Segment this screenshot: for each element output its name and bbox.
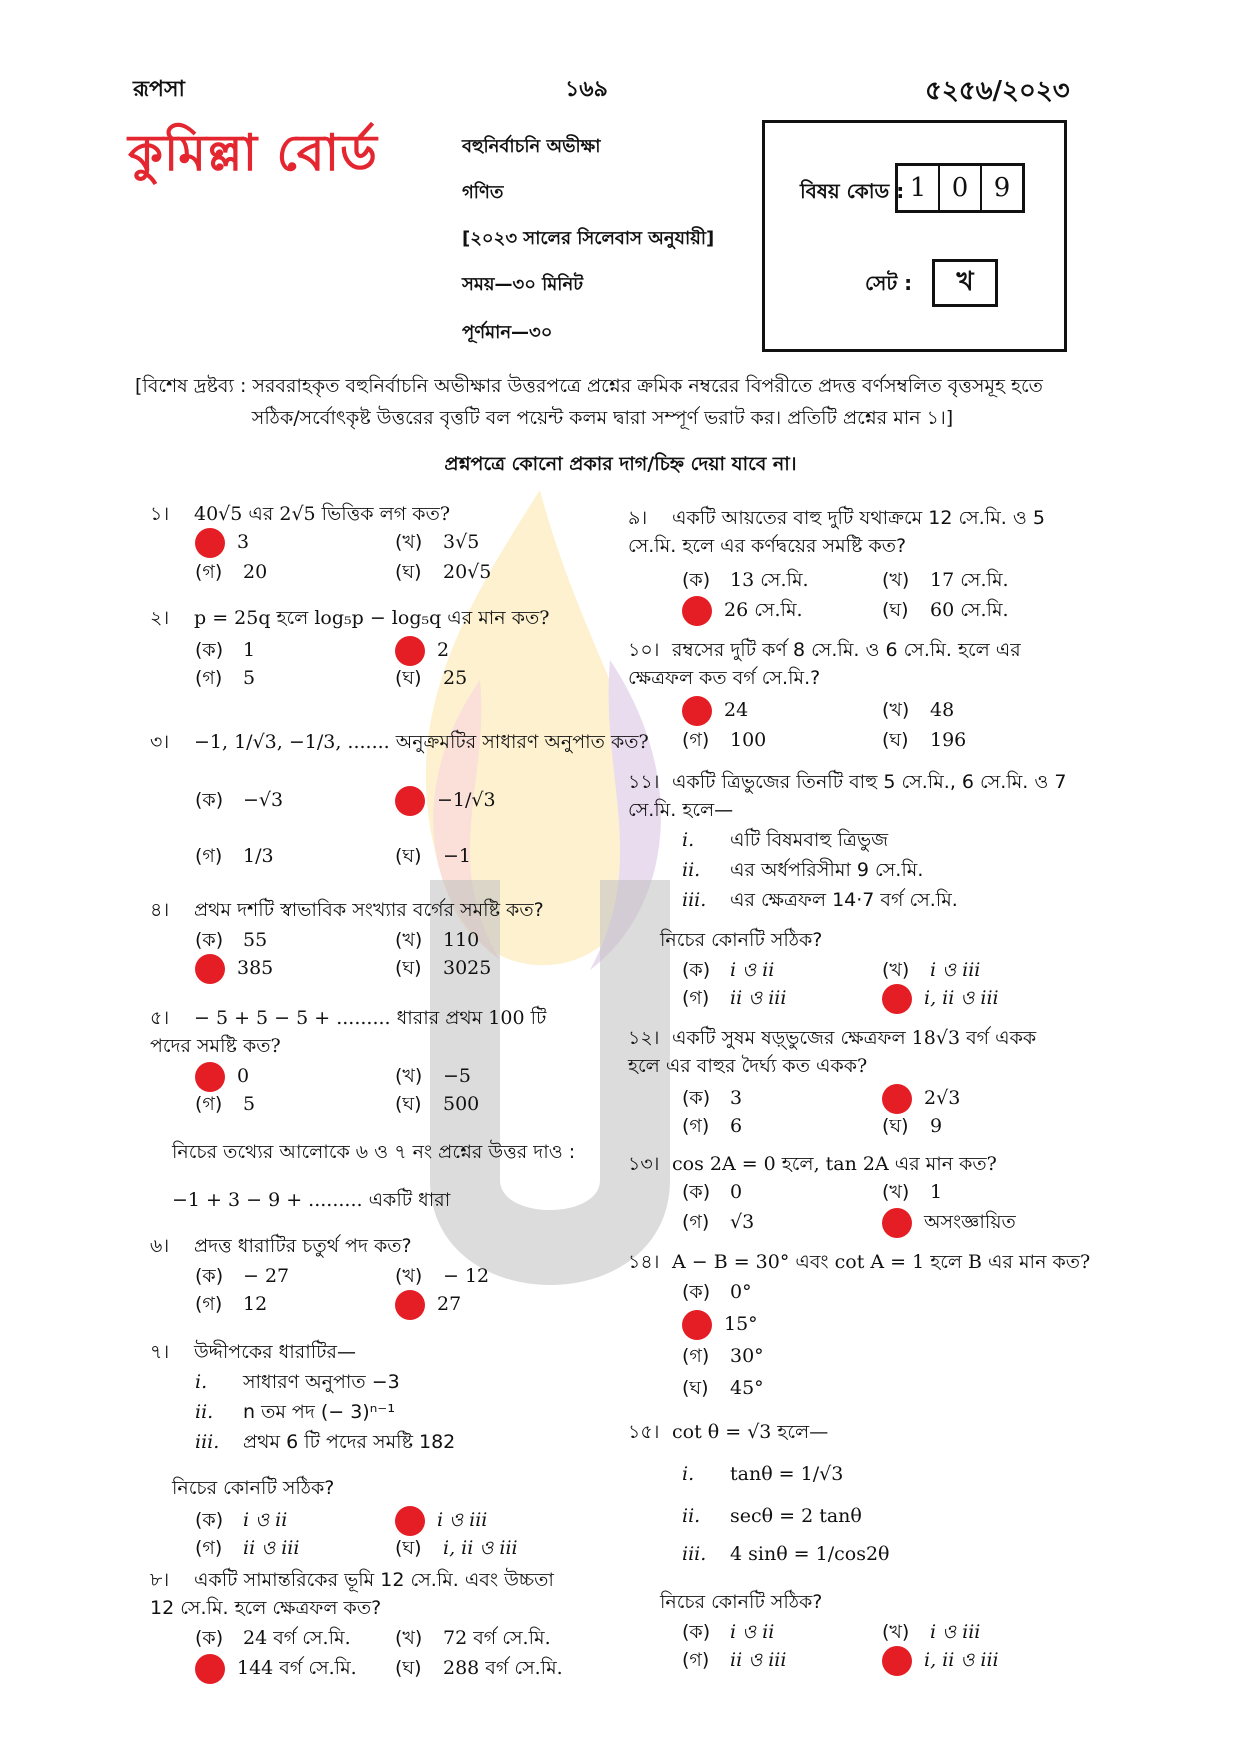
subject-code-cells [895,163,1025,213]
option-b: (খ) 3√5 [395,531,480,553]
question-prompt: নিচের কোনটি সঠিক? [660,929,823,951]
option-c: (গ) 12 [195,1293,268,1315]
option-a: (ক) 1 [195,639,256,661]
option-a: (ক) 3 [682,1087,743,1109]
full-marks: পূর্ণমান—৩০ [462,322,553,343]
option-c: (গ) ii ও iii [195,1537,300,1559]
instructions [135,370,1070,434]
option-d: (ঘ) 288 বর্গ সে.মি. [395,1657,563,1679]
option-d: (ঘ) −1 [395,845,472,867]
option-d: i, ii ও iii [882,1646,999,1676]
option-d: (ঘ) 45° [682,1377,764,1399]
option-a: (ক) 0 [682,1181,743,1203]
option-a: (ক) 0° [682,1281,752,1303]
option-c: 385 [195,954,273,984]
marked-answer [195,954,225,984]
question-6: ৬। প্রদত্ত ধারাটির চতুর্থ পদ কত? [150,1235,412,1257]
subject-code-box [762,120,1067,352]
question-10: ১০। রম্বসের দুটি কর্ণ 8 সে.মি. ও 6 সে.মি. হলে এর ক্ষেত্রফল কত বর্গ সে.মি.? [628,639,1021,689]
question-7: ৭। উদ্দীপকের ধারাটির— [150,1341,356,1363]
statement-i: i. সাধারণ অনুপাত −3 [195,1371,400,1393]
option-c: (গ) 5 [195,1093,256,1115]
marked-answer [195,528,225,558]
set-value: খ [932,259,998,307]
marked-answer [195,1062,225,1092]
option-d: (ঘ) 9 [882,1115,943,1137]
statement-iii: iii. এর ক্ষেত্রফল 14·7 বর্গ সে.মি. [682,889,958,911]
option-c: (গ) √3 [682,1211,755,1233]
statement-ii: ii. n তম পদ (− 3)ⁿ⁻¹ [195,1401,395,1423]
option-d: 27 [395,1290,461,1320]
option-b: (খ) 48 [882,699,955,721]
statement-ii: ii. secθ = 2 tanθ [682,1505,862,1527]
question-prompt: নিচের কোনটি সঠিক? [660,1591,823,1613]
marked-answer [882,1208,912,1238]
option-b: (খ) − 12 [395,1265,490,1287]
exam-type: বহুনির্বাচনি অভীক্ষা [462,136,601,157]
option-a: (ক) −√3 [195,789,284,811]
option-d: অসংজ্ঞায়িত [882,1208,1016,1238]
option-c: 144 বর্গ সে.মি. [195,1654,357,1684]
option-a: (ক) i ও ii [682,1621,775,1643]
option-b: (খ) 72 বর্গ সে.মি. [395,1627,551,1649]
option-b: (খ) 110 [395,929,480,951]
option-c: (গ) 20 [195,561,268,583]
option-d: (ঘ) 60 সে.মি. [882,599,1009,621]
question-13: ১৩। cos 2A = 0 হলে, tan 2A এর মান কত? [628,1153,997,1175]
statement-i: i. এটি বিষমবাহু ত্রিভুজ [682,829,889,851]
option-d: (ঘ) 20√5 [395,561,492,583]
option-d: (ঘ) 25 [395,667,468,689]
option-a: (ক) 13 সে.মি. [682,569,809,591]
marked-answer [682,1310,712,1340]
option-a: 0 [195,1062,249,1092]
option-c: (গ) 100 [682,729,767,751]
option-b: (খ) i ও iii [882,1621,981,1643]
question-15: ১৫। cot θ = √3 হলে— [628,1421,829,1443]
question-9: ৯। একটি আয়তের বাহু দুটি যথাক্রমে 12 সে.মি. ও 5 সে.মি. হলে এর কর্ণদ্বয়ের সমষ্টি কত? [628,507,1045,557]
marked-answer [395,636,425,666]
option-a: (ক) i ও ii [195,1509,288,1531]
marked-answer [882,1084,912,1114]
stimulus-intro: নিচের তথ্যের আলোকে ৬ ও ৭ নং প্রশ্নের উত্তর দাও : [172,1141,576,1163]
marked-answer [882,1646,912,1676]
question-12: ১২। একটি সুষম ষড়্ভুজের ক্ষেত্রফল 18√3 বর্গ একক হলে এর বাহুর দৈর্ঘ্য কত একক? [628,1027,1037,1077]
option-b: i ও iii [395,1506,487,1536]
question-5: ৫। − 5 + 5 − 5 + ......... ধারার প্রথম 100 টি পদের সমষ্টি কত? [150,1007,547,1057]
question-1: ১। 40√5 এর 2√5 ভিত্তিক লগ কত? [150,503,451,525]
question-2: ২। p = 25q হলে log₅p − log₅q এর মান কত? [150,607,550,629]
subject-code-digit: 1 [909,173,927,203]
page-number: ১৬৯ [565,77,608,102]
option-c: (গ) 6 [682,1115,743,1137]
option-c: (গ) 1/3 [195,845,274,867]
option-d: i, ii ও iii [882,984,999,1014]
question-code: ৫২৫৬/২০২৩ [925,76,1070,106]
marked-answer [395,786,425,816]
marked-answer [682,696,712,726]
question-3: ৩। −1, 1/√3, −1/3, ....... অনুক্রমটির সাধারণ অনুপাত কত? [150,731,649,753]
statement-ii: ii. এর অর্ধপরিসীমা 9 সে.মি. [682,859,924,881]
option-c: (গ) 5 [195,667,256,689]
option-b: (খ) −5 [395,1065,472,1087]
option-c: (গ) ii ও iii [682,1649,787,1671]
stimulus-series: −1 + 3 − 9 + ......... একটি ধারা [172,1189,451,1211]
option-d: (ঘ) 3025 [395,957,492,979]
board-title: কুমিল্লা বোর্ড [128,124,378,182]
statement-i: i. tanθ = 1/√3 [682,1463,844,1485]
option-a: (ক) − 27 [195,1265,290,1287]
option-b: (খ) 17 সে.মি. [882,569,1009,591]
option-b: 2 [395,636,449,666]
option-a: (ক) 55 [195,929,268,951]
subject-code-digit: 0 [938,166,980,210]
option-d: (ঘ) 500 [395,1093,480,1115]
subject-name: গণিত [462,182,504,203]
option-c: 26 সে.মি. [682,596,803,626]
question-8: ৮। একটি সামান্তরিকের ভূমি 12 সে.মি. এবং উচ্চতা 12 সে.মি. হলে ক্ষেত্রফল কত? [150,1569,554,1619]
exam-time: সময়—৩০ মিনিট [462,274,584,295]
option-b: (খ) 1 [882,1181,943,1203]
instruction-line-2: সঠিক/সর্বোৎকৃষ্ট উত্তরের বৃত্তটি বল পয়েন্ট কলম দ্বারা সম্পূর্ণ ভরাট কর। প্রতিটি প্রশ্নের মান ১।] [251,407,954,429]
option-b: 15° [682,1310,758,1340]
statement-iii: iii. 4 sinθ = 1/cos2θ [682,1543,890,1565]
question-14: ১৪। A − B = 30° এবং cot A = 1 হলে B এর মান কত? [628,1251,1091,1273]
subject-code-digit: 9 [980,166,1022,210]
statement-iii: iii. প্রথম 6 টি পদের সমষ্টি 182 [195,1431,456,1453]
option-d: (ঘ) 196 [882,729,967,751]
option-a: (ক) i ও ii [682,959,775,981]
option-a: (ক) 24 বর্গ সে.মি. [195,1627,351,1649]
question-11: ১১। একটি ত্রিভুজের তিনটি বাহু 5 সে.মি., 6 সে.মি. ও 7 সে.মি. হলে— [628,771,1067,821]
option-a: 3 [195,528,249,558]
syllabus-note: [২০২৩ সালের সিলেবাস অনুযায়ী] [462,228,715,249]
publisher-name: রূপসা [133,77,185,102]
option-b: −1/√3 [395,786,496,816]
marked-answer [882,984,912,1014]
marked-answer [682,596,712,626]
instruction-line-1: [বিশেষ দ্রষ্টব্য : সরবরাহকৃত বহুনির্বাচনি অভীক্ষার উত্তরপত্রে প্রশ্নের ক্রমিক নম্বরের বিপরীতে প্রদত্ত বর্ণসম্বলিত বৃত্তসমূহ হতে [135,375,1043,397]
option-a: 24 [682,696,748,726]
marked-answer [195,1654,225,1684]
option-b: (খ) i ও iii [882,959,981,981]
marked-answer [395,1506,425,1536]
subject-code-label: বিষয় কোড : [800,179,905,203]
question-prompt: নিচের কোনটি সঠিক? [172,1477,335,1499]
set-label: সেট : [865,271,913,295]
option-c: (গ) 30° [682,1345,764,1367]
option-b: 2√3 [882,1084,960,1114]
option-c: (গ) ii ও iii [682,987,787,1009]
marked-answer [395,1290,425,1320]
option-d: (ঘ) i, ii ও iii [395,1537,518,1559]
warning-note: প্রশ্নপত্রে কোনো প্রকার দাগ/চিহ্ন দেয়া যাবে না। [444,453,797,475]
question-4: ৪। প্রথম দশটি স্বাভাবিক সংখ্যার বর্গের সমষ্টি কত? [150,899,544,921]
